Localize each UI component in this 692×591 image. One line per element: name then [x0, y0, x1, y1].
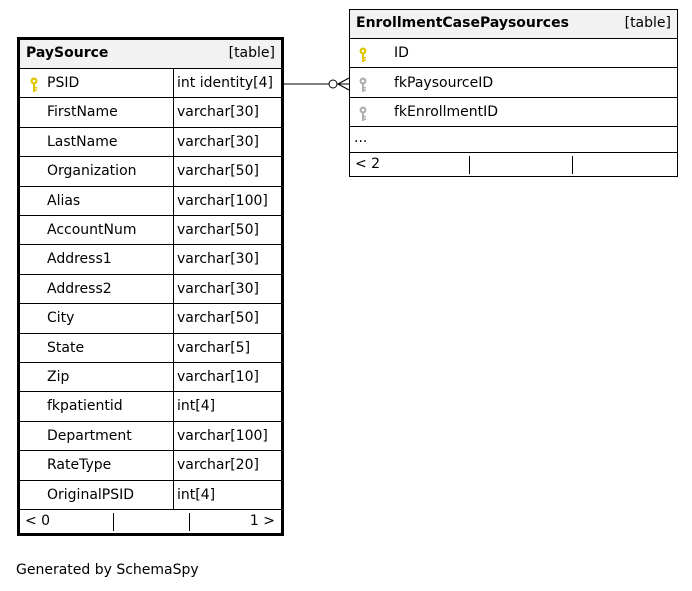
column-type: varchar[100] — [177, 192, 268, 209]
column-row[interactable] — [20, 245, 281, 274]
table-footer — [20, 510, 281, 534]
column-type: varchar[5] — [177, 339, 251, 356]
column-row[interactable] — [20, 422, 281, 451]
column-name: Address1 — [47, 251, 112, 268]
column-divider — [173, 187, 174, 215]
column-row[interactable] — [20, 451, 281, 480]
column-name: ID — [394, 45, 409, 61]
more-columns-row — [350, 128, 677, 153]
column-name: Department — [47, 427, 132, 444]
crowfoot-lower — [338, 84, 349, 90]
column-name: Address2 — [47, 280, 112, 297]
column-type: varchar[10] — [177, 369, 259, 385]
column-name: Zip — [47, 369, 70, 385]
crowfoot-upper — [338, 78, 349, 84]
column-divider — [173, 392, 174, 420]
column-row[interactable] — [20, 481, 281, 510]
column-row[interactable] — [20, 334, 281, 363]
column-type: varchar[50] — [177, 222, 259, 238]
ellipsis: ... — [354, 130, 368, 146]
column-row[interactable] — [20, 216, 281, 245]
column-row[interactable] — [20, 187, 281, 216]
column-type: int[4] — [177, 486, 216, 503]
column-divider — [173, 334, 174, 362]
foreign-key-icon — [358, 76, 368, 94]
foreign-key-icon — [358, 105, 368, 123]
column-divider — [173, 422, 174, 450]
footer-divider — [469, 156, 470, 174]
column-row[interactable] — [20, 98, 281, 127]
table-name[interactable]: EnrollmentCasePaysources — [356, 15, 569, 31]
column-type: varchar[30] — [177, 104, 259, 121]
column-divider — [173, 363, 174, 391]
footer-divider — [113, 513, 114, 531]
table-header — [350, 10, 677, 39]
children-count: < 0 — [25, 513, 51, 529]
column-row[interactable] — [20, 157, 281, 186]
footer-divider — [572, 156, 573, 174]
column-divider — [173, 157, 174, 185]
generated-by-credit: Generated by SchemaSpy — [16, 562, 199, 578]
zero-cardinality-marker — [329, 80, 337, 88]
column-divider — [173, 69, 174, 97]
column-name: RateType — [47, 457, 112, 474]
column-type: varchar[30] — [177, 251, 259, 268]
table-type-tag: [table] — [624, 15, 671, 31]
column-divider — [173, 481, 174, 509]
table-name[interactable]: PaySource — [26, 45, 109, 61]
column-type: varchar[30] — [177, 280, 259, 297]
column-divider — [173, 304, 174, 332]
column-type: int[4] — [177, 398, 216, 415]
column-name: Alias — [47, 192, 81, 209]
column-divider — [173, 245, 174, 273]
column-name: FirstName — [47, 104, 118, 121]
column-row[interactable] — [20, 128, 281, 157]
column-name: fkEnrollmentID — [394, 104, 499, 120]
column-row[interactable] — [20, 363, 281, 392]
children-count: < 2 — [355, 156, 381, 172]
primary-key-icon — [358, 46, 368, 64]
column-name: PSID — [47, 75, 80, 91]
paysource-table[interactable] — [17, 37, 284, 536]
column-name: fkpatientid — [47, 398, 123, 415]
column-type: int identity[4] — [177, 75, 273, 91]
enrollment-case-paysources-table[interactable] — [349, 9, 678, 177]
parents-count: 1 > — [249, 513, 275, 529]
column-row[interactable] — [20, 69, 281, 98]
column-row[interactable] — [350, 98, 677, 127]
table-type-tag: [table] — [228, 45, 275, 61]
column-divider — [173, 98, 174, 126]
column-name: State — [47, 339, 85, 356]
column-row[interactable] — [20, 392, 281, 421]
column-name: fkPaysourceID — [394, 74, 494, 91]
table-header — [20, 40, 281, 69]
column-row[interactable] — [350, 39, 677, 68]
column-divider — [173, 128, 174, 156]
footer-divider — [189, 513, 190, 531]
column-type: varchar[50] — [177, 163, 259, 180]
column-name: AccountNum — [47, 222, 137, 238]
column-type: varchar[20] — [177, 457, 259, 474]
column-name: LastName — [47, 133, 118, 150]
column-name: OriginalPSID — [47, 486, 135, 503]
column-type: varchar[50] — [177, 310, 259, 327]
column-divider — [173, 216, 174, 244]
column-name: City — [47, 310, 75, 327]
column-type: varchar[100] — [177, 427, 268, 444]
column-divider — [173, 275, 174, 303]
column-type: varchar[30] — [177, 133, 259, 150]
column-row[interactable] — [350, 69, 677, 98]
column-row[interactable] — [20, 275, 281, 304]
column-row[interactable] — [20, 304, 281, 333]
column-name: Organization — [47, 163, 137, 180]
column-divider — [173, 451, 174, 479]
table-footer — [350, 153, 677, 177]
primary-key-icon — [29, 76, 39, 94]
